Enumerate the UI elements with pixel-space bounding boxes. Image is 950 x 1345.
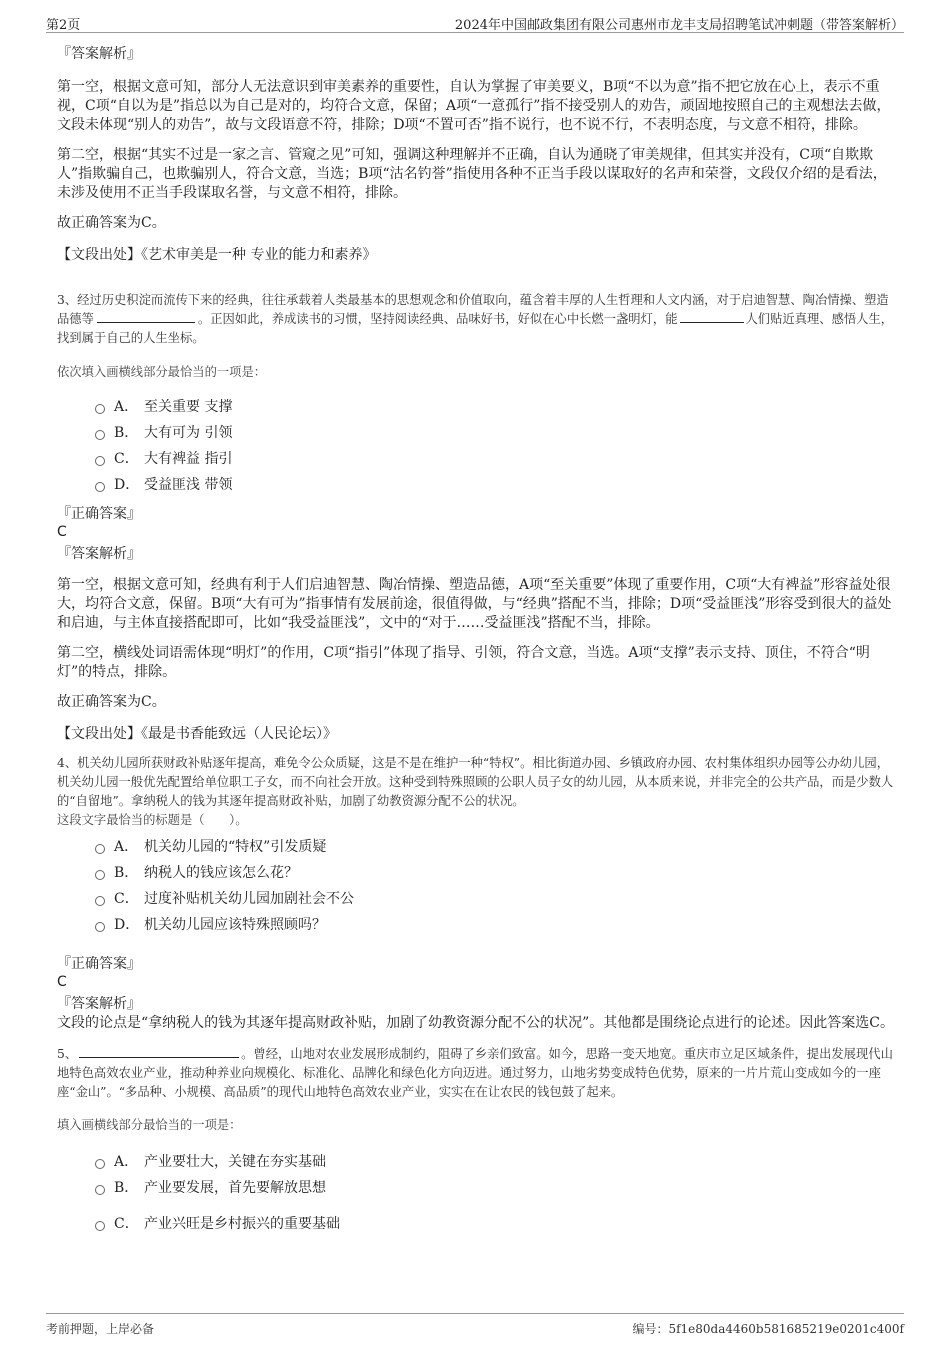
question-prompt: 这段文字最恰当的标题是（ ）。: [57, 813, 248, 827]
analysis-label: 『答案解析』: [57, 546, 141, 562]
answer-label: 『正确答案』: [57, 956, 141, 972]
radio-icon[interactable]: [95, 1159, 105, 1169]
option-c[interactable]: C． 大有裨益 指引: [95, 446, 897, 472]
option-b[interactable]: B． 纳税人的钱应该怎么花？: [95, 860, 897, 886]
page-footer: [46, 1313, 904, 1338]
analysis-paragraph: 第二空，根据“其实不过是一家之言、管窥之见”可知，强调这种理解并不正确，自认为通晓了审美规律，但其实并没有，C项“自欺欺人”指欺骗自己，也欺骗别人，符合文意，当选；B项“沽名钓誉”指使用各种不正当手段以谋取好的名声和荣誉，文段仅介绍的是看法，未涉及使用不正当手段谋取名誉，与文意不相符，排除。: [57, 147, 887, 201]
analysis-paragraph: 第一空，根据文意可知，经典有利于人们启迪智慧、陶冶情操、塑造品德，A项“至关重要”体现了重要作用，C项“大有裨益”形容益处很大，均符合文意，保留。B项“大有可为”指事情有发展前途，很值得做，与“经典”搭配不当，排除；D项“受益匪浅”形容受到很大的益处和启迪，与主体直接搭配即可，比如“我受益匪浅”，文中的“对于……受益匪浅”搭配不当，排除。: [57, 577, 892, 631]
option-c[interactable]: C． 过度补贴机关幼儿园加剧社会不公: [95, 886, 897, 912]
page-header: [46, 12, 904, 33]
analysis-label: 『答案解析』: [57, 46, 141, 62]
question-text: 3、经过历史积淀而流传下来的经典，往往承载着人类最基本的思想观念和价值取向，蕴含着丰厚的人生哲理和人文内涵，对于启迪智慧、陶冶情操、塑造品德等 。正因如此，养成读书的习惯，坚持阅读经典、品味好书，好似在心中长燃一盏明灯，能 人们贴近真理、感悟人生，找到属于自己的人生坐标。: [57, 293, 894, 345]
conclusion: 故正确答案为C。: [57, 215, 166, 231]
answer-blank: [680, 310, 744, 323]
radio-icon[interactable]: [95, 456, 105, 466]
radio-icon[interactable]: [95, 482, 105, 492]
options-list: [95, 394, 897, 498]
radio-icon[interactable]: [95, 1221, 105, 1231]
answer-blank: [79, 1045, 239, 1058]
radio-icon[interactable]: [95, 870, 105, 880]
option-a[interactable]: A． 至关重要 支撑: [95, 394, 897, 420]
question-3: [57, 291, 897, 744]
question-prompt: 填入画横线部分最恰当的一项是：: [57, 1118, 242, 1132]
page-number: 第2页: [46, 18, 81, 33]
document-title: 2024年中国邮政集团有限公司惠州市龙丰支局招聘笔试冲刺题（带答案解析）: [454, 18, 904, 33]
analysis-label: 『答案解析』: [57, 996, 141, 1012]
source-citation: 【文段出处】《艺术审美是一种 专业的能力和素养》: [57, 247, 377, 263]
question-5: [57, 1045, 897, 1237]
option-d[interactable]: D． 受益匪浅 带领: [95, 472, 897, 498]
options-list: [95, 1149, 897, 1237]
option-b[interactable]: B． 大有可为 引领: [95, 420, 897, 446]
source-citation: 【文段出处】《最是书香能致远（人民论坛）》: [57, 726, 337, 742]
document-id: 编号：5f1e80da4460b581685219e0201c400f: [632, 1322, 904, 1336]
radio-icon[interactable]: [95, 1185, 105, 1195]
radio-icon[interactable]: [95, 844, 105, 854]
conclusion: 故正确答案为C。: [57, 694, 166, 710]
radio-icon[interactable]: [95, 430, 105, 440]
option-a[interactable]: A． 产业要壮大，关键在夯实基础: [95, 1149, 897, 1175]
options-list: [95, 834, 897, 938]
question-4: [57, 754, 897, 1033]
correct-answer: C: [57, 524, 67, 540]
document-content: [57, 44, 897, 1237]
option-a[interactable]: A． 机关幼儿园的“特权”引发质疑: [95, 834, 897, 860]
analysis-paragraph: 第二空，横线处词语需体现“明灯”的作用，C项“指引”体现了指导、引领，符合文意，当选。A项“支撑”表示支持、顶住，不符合“明灯”的特点，排除。: [57, 645, 870, 680]
radio-icon[interactable]: [95, 922, 105, 932]
question-text: 5、 。曾经，山地对农业发展形成制约，阻碍了乡亲们致富。如今，思路一变天地宽。重庆市立足区域条件，提出发展现代山地特色高效农业产业，推动种养业向规模化、标准化、品牌化和绿色化方向迈进。通过努力，山地劣势变成特色优势，原来的一片片荒山变成如今的一座座“金山”。“多品种、小规模、高品质”的现代山地特色高效农业产业，实实在在让农民的钱包鼓了起来。: [57, 1047, 893, 1099]
footer-slogan: 考前押题，上岸必备: [46, 1322, 155, 1336]
radio-icon[interactable]: [95, 404, 105, 414]
option-c[interactable]: C． 产业兴旺是乡村振兴的重要基础: [95, 1211, 897, 1237]
radio-icon[interactable]: [95, 896, 105, 906]
answer-blank: [97, 310, 195, 323]
question-prompt: 依次填入画横线部分最恰当的一项是：: [57, 365, 267, 379]
answer-label: 『正确答案』: [57, 506, 141, 522]
option-b[interactable]: B． 产业要发展，首先要解放思想: [95, 1175, 897, 1201]
option-d[interactable]: D． 机关幼儿园应该特殊照顾吗？: [95, 912, 897, 938]
analysis-paragraph: 文段的论点是“拿纳税人的钱为其逐年提高财政补贴，加剧了幼教资源分配不公的状况”。其他都是围绕论点进行的论述。因此答案选C。: [57, 1015, 895, 1031]
question-text: 4、机关幼儿园所获财政补贴逐年提高，难免令公众质疑，这是不是在维护一种“特权”。相比街道办园、乡镇政府办园、农村集体组织办园等公办幼儿园，机关幼儿园一般优先配置给单位职工子女，而不向社会开放。这种受到特殊照顾的公职人员子女的幼儿园，从本质来说，并非完全的公共产品，而是少数人的“自留地”。拿纳税人的钱为其逐年提高财政补贴，加剧了幼教资源分配不公的状况。: [57, 756, 894, 808]
analysis-paragraph: 第一空，根据文意可知，部分人无法意识到审美素养的重要性，自认为掌握了审美要义，B项“不以为意”指不把它放在心上，表示不重视，C项“自以为是”指总以为自己是对的，均符合文意，保留；A项“一意孤行”指不接受别人的劝告，顽固地按照自己的主观想法去做，文段未体现“别人的劝告”，故与文段语意不符，排除；D项“不置可否”指不说行，也不说不行，不表明态度，与文意不相符，排除。: [57, 79, 891, 133]
correct-answer: C: [57, 974, 67, 990]
